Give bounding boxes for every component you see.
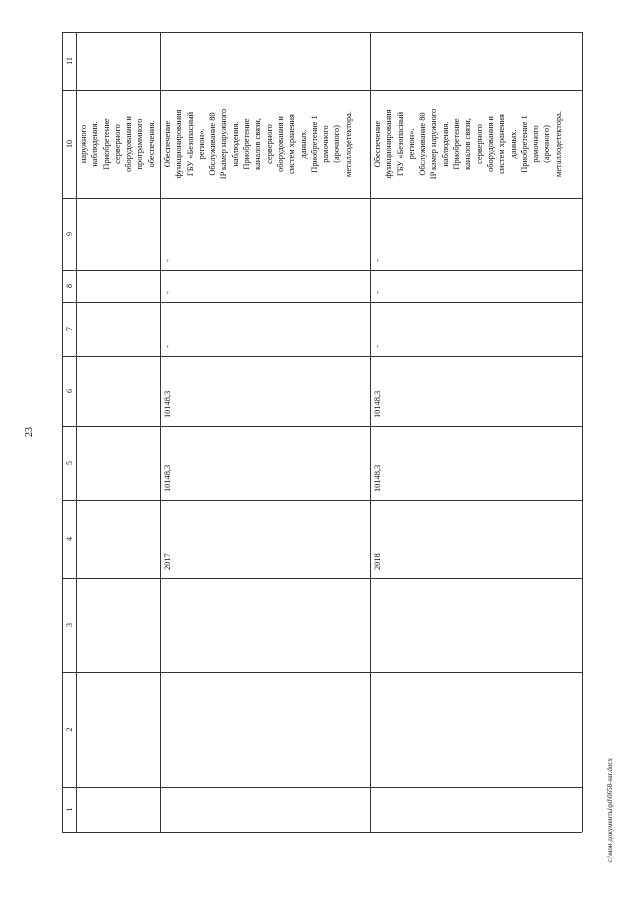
cell-line: рамочного [321, 125, 331, 163]
cell-line: оборудования и [485, 116, 495, 172]
table-border-v-0 [62, 32, 63, 832]
cell-line: Обслуживание 80 [418, 112, 428, 176]
header-col-7: 7 [65, 327, 74, 331]
table-border-h-9 [62, 672, 582, 673]
cell-row3-col8: - [373, 291, 382, 294]
cell-line: регион». [406, 128, 416, 160]
cell-line: IP камер наружного [219, 108, 229, 180]
table-border-h-11 [62, 832, 582, 833]
header-col-3: 3 [65, 623, 74, 627]
cell-line: наблюдения. [230, 121, 240, 167]
cell-line: каналов связи, [253, 118, 263, 170]
cell-line: Приобретение [452, 118, 462, 170]
footer-file-path: c:\мои документы\pd\0658-sur.docx [606, 758, 614, 862]
header-col-10: 10 [65, 140, 74, 148]
cell-row2-col8: - [163, 291, 172, 294]
table-border-h-0 [62, 32, 582, 33]
cell-line: данных. [508, 129, 518, 159]
cell-line: Обслуживание 80 [208, 112, 218, 176]
cell-line: наблюдения. [440, 121, 450, 167]
cell-line: Приобретение 1 [519, 115, 529, 173]
table-border-h-3 [62, 270, 582, 271]
cell-line: каналов связи, [463, 118, 473, 170]
header-col-5: 5 [65, 461, 74, 465]
cell-line: программного [135, 118, 145, 170]
page-number: 23 [24, 427, 35, 437]
cell-line: систем хранения [287, 114, 297, 174]
header-col-8: 8 [65, 284, 74, 288]
cell-row2-col10 [162, 90, 354, 198]
cell-row3-col5: 10148,3 [373, 464, 382, 492]
header-col-4: 4 [65, 537, 74, 541]
cell-row3-col10 [372, 90, 564, 198]
header-col-1: 1 [65, 807, 74, 812]
cell-line: металлодетектора. [343, 111, 353, 177]
cell-line: функционирования [384, 109, 394, 179]
cell-row2-col9: - [163, 259, 172, 262]
cell-line: IP камер наружного [429, 108, 439, 180]
header-col-11: 11 [65, 57, 74, 65]
cell-line: (арочного) [542, 125, 552, 163]
cell-line: оборудования и [124, 116, 134, 172]
cell-row2-col5: 10148,3 [163, 464, 172, 492]
table-border-v-3 [370, 32, 371, 832]
table-border-h-5 [62, 356, 582, 357]
cell-line: ГБУ «Безопасный [185, 111, 195, 177]
cell-row2-col4: 2017 [163, 553, 172, 570]
cell-row3-col4: 2018 [373, 553, 382, 570]
header-col-2: 2 [65, 727, 74, 732]
cell-line: Приобретение 1 [309, 115, 319, 173]
cell-line: обеспечения. [146, 120, 156, 168]
table-border-h-8 [62, 578, 582, 579]
header-col-6: 6 [65, 389, 74, 393]
cell-line: Обеспечение [373, 120, 382, 168]
cell-line: Приобретение [242, 118, 252, 170]
cell-line: Обеспечение [163, 120, 172, 168]
cell-line: серверного [112, 124, 122, 164]
header-col-9: 9 [65, 232, 74, 236]
cell-row2-col6: 10148,3 [163, 390, 172, 418]
cell-line: наблюдения. [90, 121, 100, 167]
cell-line: серверного [264, 124, 274, 164]
table-border-h-4 [62, 302, 582, 303]
table-border-h-6 [62, 426, 582, 427]
cell-line: данных. [298, 129, 308, 159]
cell-line: серверного [474, 124, 484, 164]
cell-line: рамочного [531, 125, 541, 163]
cell-line: оборудования и [275, 116, 285, 172]
cell-line: (арочного) [332, 125, 342, 163]
cell-line: ГБУ «Безопасный [395, 111, 405, 177]
table-border-v-4 [582, 32, 583, 832]
table-border-h-2 [62, 198, 582, 199]
cell-line: Приобретение [101, 118, 111, 170]
cell-line: регион». [196, 128, 206, 160]
cell-row3-col6: 10148,3 [373, 390, 382, 418]
cell-line: металлодетектора. [553, 111, 563, 177]
table-border-v-1 [76, 32, 77, 832]
table-border-h-10 [62, 787, 582, 788]
cell-line: функционирования [174, 109, 184, 179]
cell-line: наружного [79, 124, 88, 164]
cell-line: систем хранения [497, 114, 507, 174]
table-border-v-2 [160, 32, 161, 832]
cell-row3-col9: - [373, 259, 382, 262]
cell-row2-col7: - [163, 345, 172, 348]
table-border-h-7 [62, 500, 582, 501]
cell-row3-col7: - [373, 345, 382, 348]
cell-row1-col10 [78, 90, 157, 198]
